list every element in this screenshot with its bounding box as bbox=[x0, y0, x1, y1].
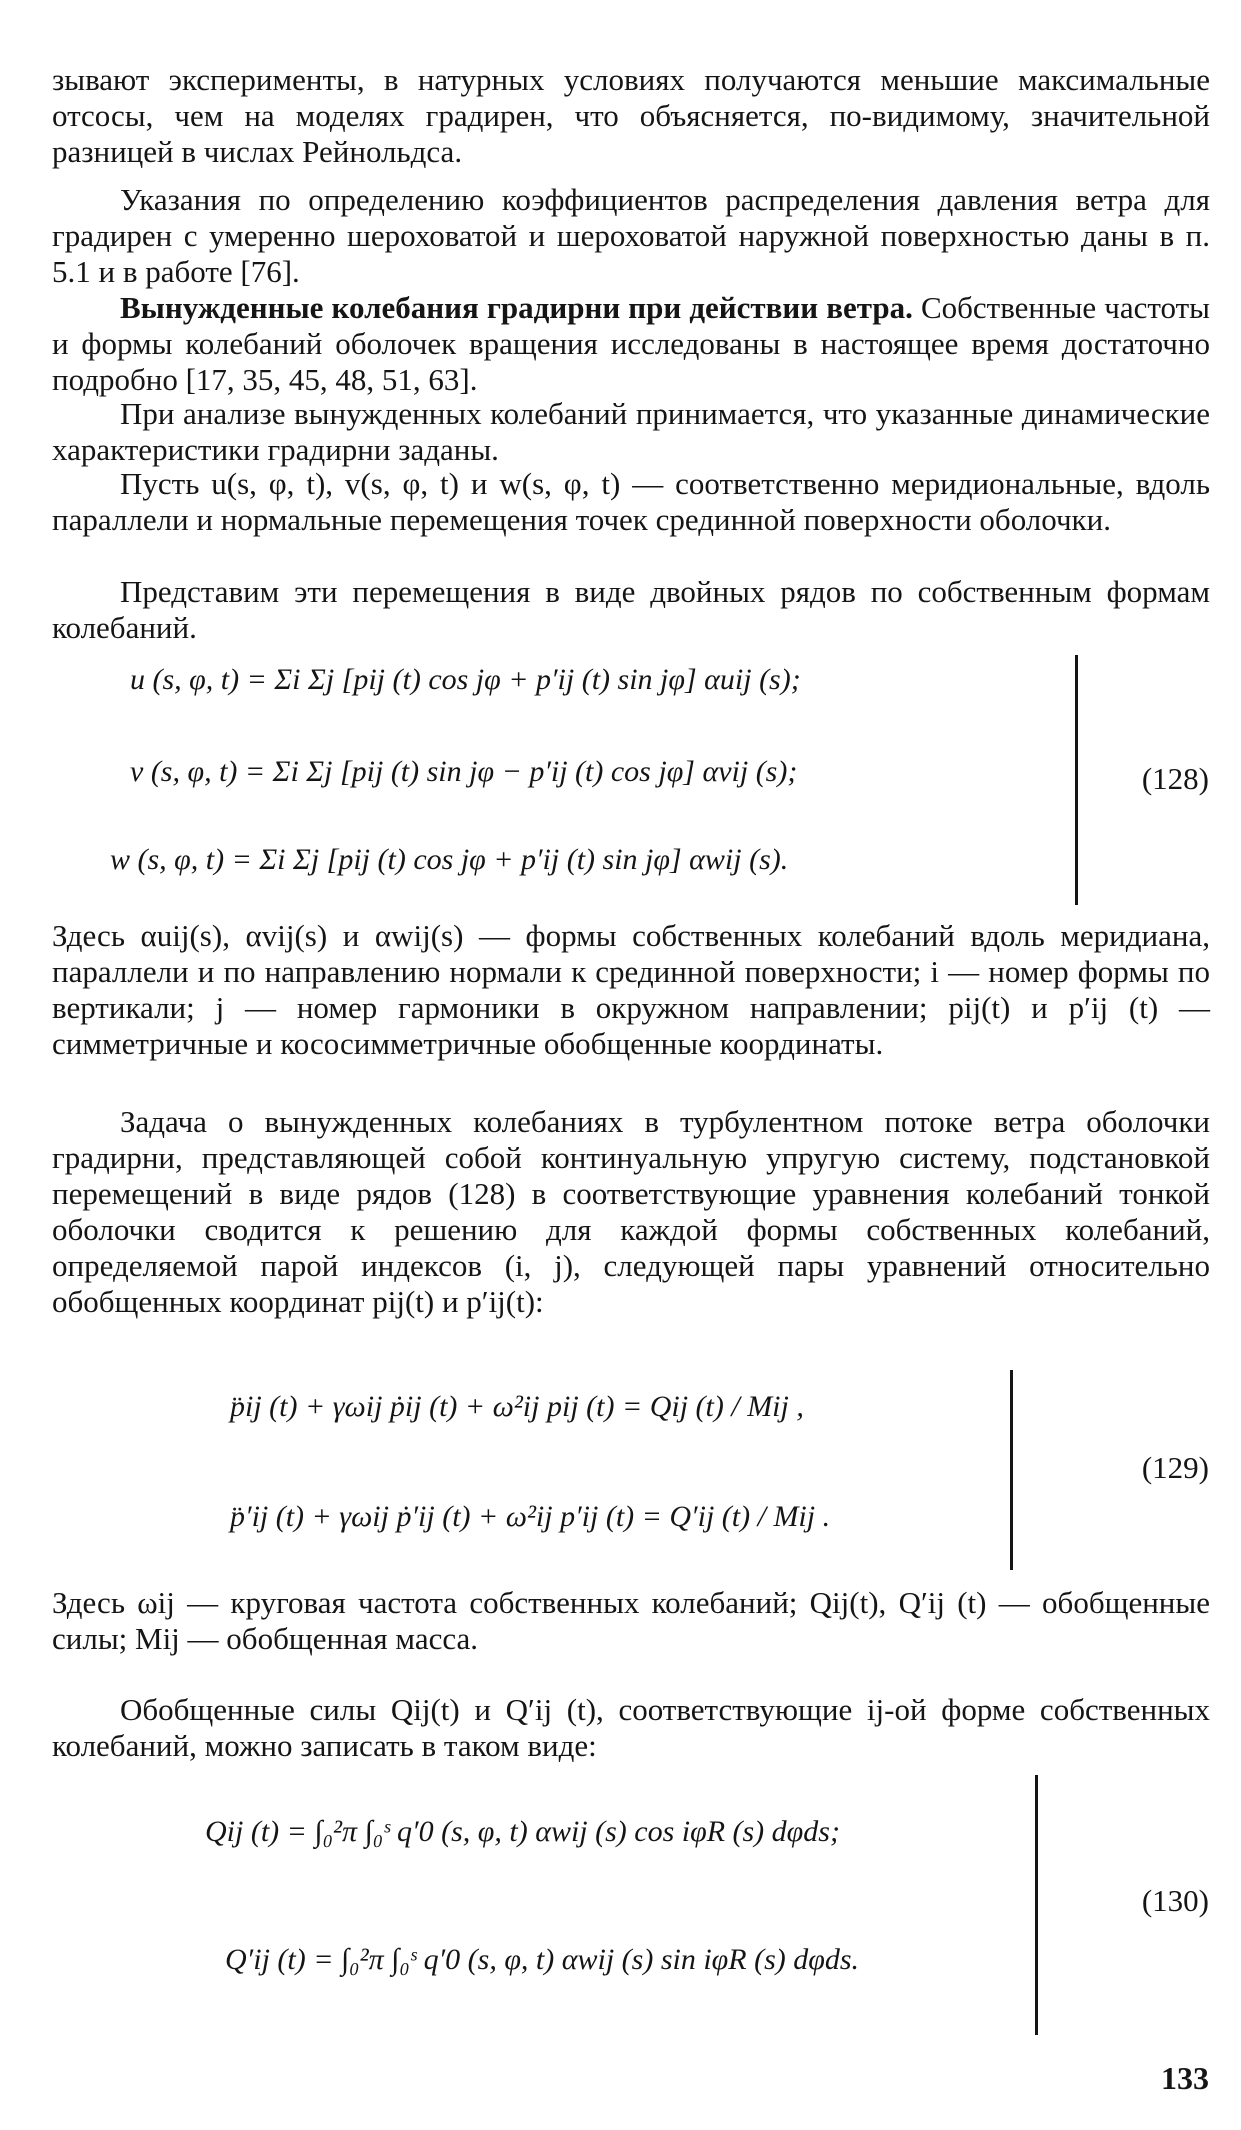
paragraph-3-text: Собственные частоты и формы колебаний оболочек вращения исследованы в настоящее время достаточно подробно [17, 35, 45, 48, 51, 63]. bbox=[52, 290, 1211, 397]
paragraph-2: Указания по определению коэффициентов распределения давления ветра для градирен с умеренно шероховатой и шероховатой наружной поверхностью даны в п. 5.1 и в работе [76]. bbox=[52, 182, 1210, 289]
paragraph-4: При анализе вынужденных колебаний принимается, что указанные динамические характеристики градирни заданы. bbox=[52, 396, 1210, 467]
paragraph-10: Обобщенные силы Qij(t) и Q′ij (t), соответствующие ij-ой форме собственных колебаний, можно записать в таком виде: bbox=[52, 1692, 1210, 1763]
section-heading: Вынужденные колебания градирни при действии ветра. bbox=[120, 290, 913, 325]
paragraph-1: зывают эксперименты, в натурных условиях получаются меньшие максимальные отсосы, чем на моделях градирен, что объясняется, по-видимому, значительной разницей в числах Рейнольдса. bbox=[52, 62, 1210, 169]
page-number: 133 bbox=[1161, 2060, 1209, 2096]
equation-130 bbox=[0, 1775, 1241, 2045]
paragraph-3 bbox=[52, 290, 1210, 398]
equation-128-line-3: w (s, φ, t) = Σi Σj [pij (t) cos jφ + p′ij (t) sin jφ] αwij (s). bbox=[110, 843, 789, 876]
equation-129 bbox=[0, 1370, 1241, 1580]
right-brace bbox=[1010, 1370, 1013, 1570]
paragraph-5: Пусть u(s, φ, t), v(s, φ, t) и w(s, φ, t) — соответственно меридиональные, вдоль параллели и нормальные перемещения точек срединной поверхности оболочки. bbox=[52, 466, 1210, 537]
equation-128-line-2: v (s, φ, t) = Σi Σj [pij (t) sin jφ − p′ij (t) cos jφ] αvij (s); bbox=[130, 755, 798, 788]
equation-129-line-2: p̈′ij (t) + γωij ṗ′ij (t) + ω²ij p′ij (t) = Q′ij (t) / Mij . bbox=[230, 1500, 831, 1533]
equation-128 bbox=[0, 655, 1241, 915]
paragraph-8: Задача о вынужденных колебаниях в турбулентном потоке ветра оболочки градирни, представляющей собой континуальную упругую систему, подстановкой перемещений в виде рядов (128) в соответствующие уравнения колебаний тонкой оболочки сводится к решению для каждой формы собственных колебаний, определяемой парой индексов (i, j), следующей пары уравнений относительно обобщенных координат pij(t) и p′ij(t): bbox=[52, 1104, 1210, 1319]
right-brace bbox=[1075, 655, 1078, 905]
paragraph-6: Представим эти перемещения в виде двойных рядов по собственным формам колебаний. bbox=[52, 574, 1210, 645]
equation-130-line-1: Qij (t) = ∫₀²π ∫₀ˢ q′0 (s, φ, t) αwij (s) cos iφR (s) dφds; bbox=[205, 1815, 840, 1848]
equation-129-number: (129) bbox=[1141, 1450, 1209, 1485]
equation-128-line-1: u (s, φ, t) = Σi Σj [pij (t) cos jφ + p′ij (t) sin jφ] αuij (s); bbox=[130, 663, 801, 696]
paragraph-9: Здесь ωij — круговая частота собственных колебаний; Qij(t), Q′ij (t) — обобщенные силы; Mij — обобщенная масса. bbox=[52, 1585, 1210, 1656]
equation-130-line-2: Q′ij (t) = ∫₀²π ∫₀ˢ q′0 (s, φ, t) αwij (s) sin iφR (s) dφds. bbox=[225, 1943, 860, 1976]
paragraph-7: Здесь αuij(s), αvij(s) и αwij(s) — формы собственных колебаний вдоль меридиана, параллели и по направлению нормали к срединной поверхности; i — номер формы по вертикали; j — номер гармоники в окружном направлении; pij(t) и p′ij (t) — симметричные и кососимметричные обобщенные координаты. bbox=[52, 918, 1210, 1061]
equation-128-number: (128) bbox=[1141, 761, 1209, 796]
equation-129-line-1: p̈ij (t) + γωij ṗij (t) + ω²ij pij (t) = Qij (t) / Mij , bbox=[230, 1390, 804, 1423]
equation-130-number: (130) bbox=[1141, 1883, 1209, 1918]
right-brace bbox=[1035, 1775, 1038, 2035]
